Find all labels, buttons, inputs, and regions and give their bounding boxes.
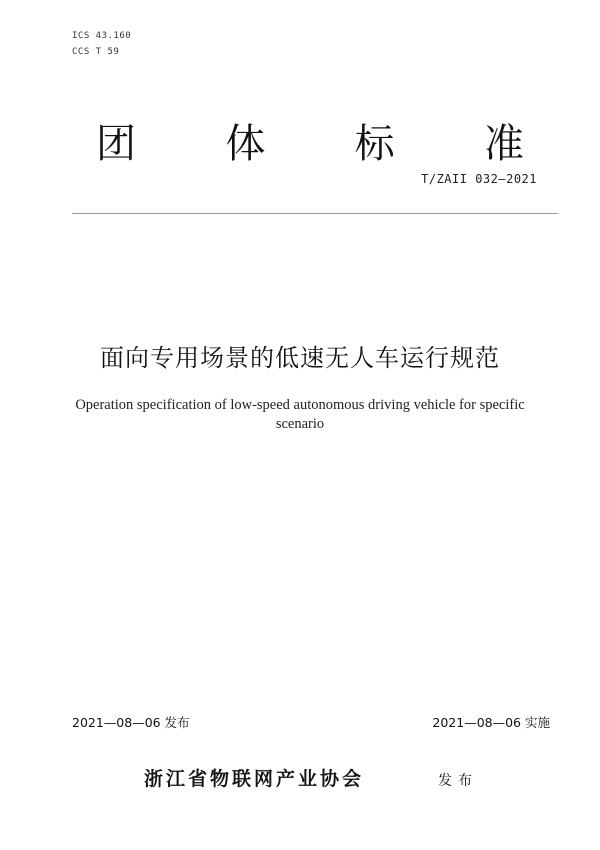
standard-number: T/ZAII 032—2021: [421, 172, 537, 186]
header-divider: [72, 213, 558, 214]
ccs-code: CCS T 59: [72, 47, 120, 57]
title-english-line-2: scenario: [275, 416, 325, 432]
doc-type-char-1: 团: [96, 121, 136, 167]
doc-type-char-3: 标: [354, 121, 395, 167]
implementation-date: 2021—08—06 实施: [432, 715, 550, 730]
title-english: [60, 396, 540, 434]
ics-code: ICS 43.160: [72, 31, 132, 41]
doc-type-char-4: 准: [483, 121, 524, 167]
publish-date: 2021—08—06 发布: [72, 715, 190, 730]
doc-type-char-2: 体: [225, 121, 266, 167]
document-type-heading: [96, 121, 524, 167]
title-english-line-1: Operation specification of low-speed autonomous driving vehicle for specific: [75, 397, 525, 413]
title-chinese: 面向专用场景的低速无人车运行规范: [100, 344, 500, 372]
publisher-organization: 浙江省物联网产业协会: [144, 768, 365, 790]
publish-label: 发布: [438, 773, 478, 789]
